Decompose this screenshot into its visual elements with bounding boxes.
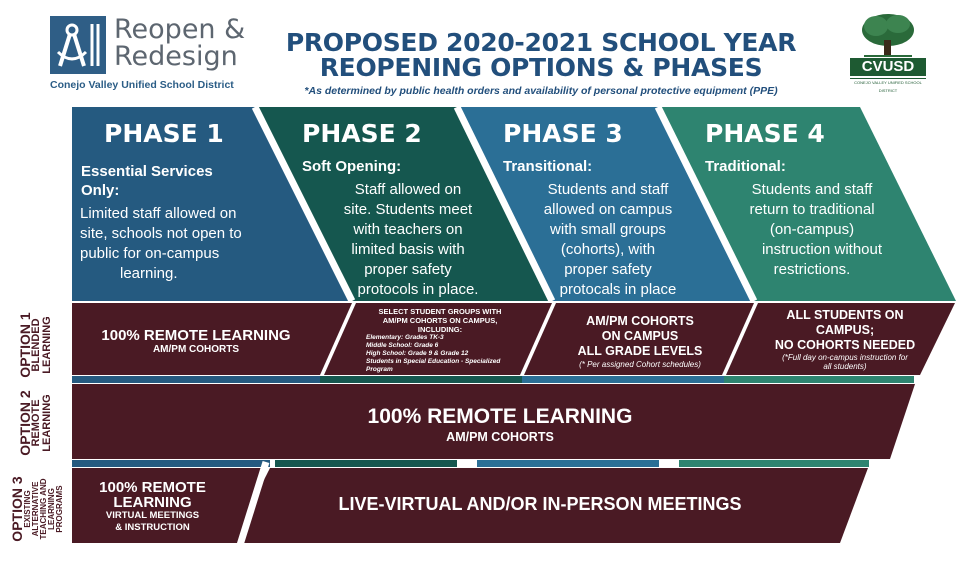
option1-cell-4-note-1: (*Full day on-campus instruction for (782, 353, 908, 362)
option-3-sub: LEARNING (47, 488, 56, 530)
phase-1-title: PHASE 1 (104, 119, 224, 148)
option-3-sub: EXISTING (23, 490, 32, 528)
option-2-label: OPTION 2 (17, 390, 33, 456)
phase-3-desc-line: Students and staff (547, 181, 669, 198)
option1-cell-2-main-2: AM/PM COHORTS ON CAMPUS, (382, 316, 498, 325)
option1-cell-1-main: 100% REMOTE LEARNING (101, 327, 291, 344)
phase-3-desc-line: proper safety (564, 261, 652, 278)
phase-3-desc-line: (cohorts), with (560, 241, 656, 258)
option1-cell-2-main-3: INCLUDING: (417, 325, 463, 334)
title-line-1: PROPOSED 2020-2021 SCHOOL YEAR (285, 28, 797, 57)
option-3-sub: TEACHING AND (39, 478, 48, 540)
option-1-side-label (17, 305, 53, 385)
option1-cell-3-main-1: AM/PM COHORTS (586, 314, 694, 328)
option2-text (300, 404, 700, 444)
list-item: Middle School: Grade 6 (366, 342, 439, 349)
phase-1-desc-line: Limited staff allowed on (80, 205, 237, 222)
option2-sub: AM/PM COHORTS (446, 430, 554, 444)
phase-1-subtitle-line-1: Essential Services (81, 163, 213, 180)
phase-2-desc-line: protocols in place. (357, 281, 479, 298)
cvusd-badge: CVUSD (850, 58, 926, 76)
cvusd-badge-strip: CONEJO VALLEY UNIFIED SCHOOL DISTRICT (850, 78, 926, 87)
phase-4-desc-line: Students and staff (751, 181, 873, 198)
phase-3-subtitle: Transitional: (503, 158, 593, 175)
option-2-side-label (17, 383, 53, 463)
option1-cell-1-text (80, 327, 312, 355)
option-3-side-label (9, 466, 64, 552)
phase-2-desc-line: Staff allowed on (354, 181, 462, 198)
option-3-label: OPTION 3 (9, 476, 25, 542)
phase-1-desc-line: learning. (120, 265, 178, 282)
option1-cell-4-note (745, 353, 945, 371)
phase-4-subtitle: Traditional: (705, 158, 786, 175)
option1-cell-2-main-1: SELECT STUDENT GROUPS WITH (378, 307, 502, 316)
option2-main: 100% REMOTE LEARNING (367, 405, 633, 428)
option1-cell-2-list (340, 334, 540, 374)
phase-3-desc-line: protocals in place (559, 281, 677, 298)
phase-2-title: PHASE 2 (302, 119, 422, 148)
option-2-sub-2: LEARNING (41, 394, 53, 452)
phase-2-desc-line: site. Students meet (343, 201, 473, 218)
option1-cell-3-main-3: ALL GRADE LEVELS (577, 344, 703, 358)
option-1-sub-1: BLENDED (30, 318, 42, 372)
phase-1-subtitle (81, 162, 213, 200)
option-1-label: OPTION 1 (17, 312, 33, 378)
phase-3-desc-line: with small groups (550, 221, 666, 238)
option-3-sub: ALTERNATIVE (31, 481, 40, 537)
option3-left-1: 100% REMOTE (99, 479, 206, 496)
option1-cell-4-main-2: CAMPUS; (815, 323, 875, 337)
list-item: High School: Grade 9 & Grade 12 (366, 350, 469, 357)
phase-3-title: PHASE 3 (503, 119, 623, 148)
ppe-note: *As determined by public health orders and availability of personal protective equipment (PPE) (304, 85, 778, 97)
list-item: Elementary: Grades TK-3 (366, 334, 444, 341)
list-item: Program (366, 366, 393, 373)
phase-4-description (712, 180, 912, 280)
option3-left-3: VIRTUAL MEETINGS (105, 510, 200, 521)
title-line-2: REOPENING OPTIONS & PHASES (319, 53, 763, 82)
phase-3-description (508, 180, 708, 300)
option1-cell-2-text (340, 307, 540, 374)
option1-cell-3-main-2: ON CAMPUS (601, 329, 679, 343)
phase-1-subtitle-line-2: Only: (81, 182, 120, 199)
option3-left-2: LEARNING (113, 494, 192, 511)
phase-2-desc-line: proper safety (364, 261, 452, 278)
option-3-sub: PROGRAMS (55, 485, 64, 533)
phase-3-desc-line: allowed on campus (543, 201, 673, 218)
phase-4-desc-line: (on-campus) (769, 221, 855, 238)
option3-left-text (80, 480, 225, 534)
option1-cell-3-text (540, 314, 740, 371)
list-item: Students in Special Education - Specialized (366, 358, 501, 365)
phase-2-desc-line: with teachers on (353, 221, 463, 238)
option1-cell-3-note: (* Per assigned Cohort schedules) (579, 360, 701, 369)
option-1-sub-2: LEARNING (41, 316, 53, 374)
option1-cell-4-main-1: ALL STUDENTS ON (786, 308, 904, 322)
phase-1-description (80, 204, 250, 284)
logo-line-1: Reopen & (114, 14, 246, 45)
option3-right-text: LIVE-VIRTUAL AND/OR IN-PERSON MEETINGS (338, 494, 742, 514)
phase-4-desc-line: instruction without (761, 241, 883, 258)
phase-2-desc-line: limited basis with (351, 241, 465, 258)
phase-4-title: PHASE 4 (705, 119, 825, 148)
option1-cell-1-sub: AM/PM COHORTS (152, 344, 240, 355)
option1-cell-4-main-3: NO COHORTS NEEDED (774, 338, 916, 352)
district-name: Conejo Valley Unified School District (50, 79, 234, 91)
logo-line-2: Redesign (114, 41, 238, 72)
phase-4-desc-line: return to traditional (749, 201, 875, 218)
phase-1-desc-line: site, schools not open to (80, 225, 242, 242)
option1-cell-4-note-2: all students) (823, 362, 867, 371)
phase-2-description (308, 180, 508, 300)
phase-1-desc-line: public for on-campus (80, 245, 220, 262)
phase-2-subtitle: Soft Opening: (302, 158, 402, 175)
option1-cell-4-text (745, 308, 945, 371)
phase-4-desc-line: restrictions. (773, 261, 851, 278)
option3-left-4: & INSTRUCTION (115, 522, 190, 533)
option-2-sub-1: REMOTE (30, 399, 42, 447)
